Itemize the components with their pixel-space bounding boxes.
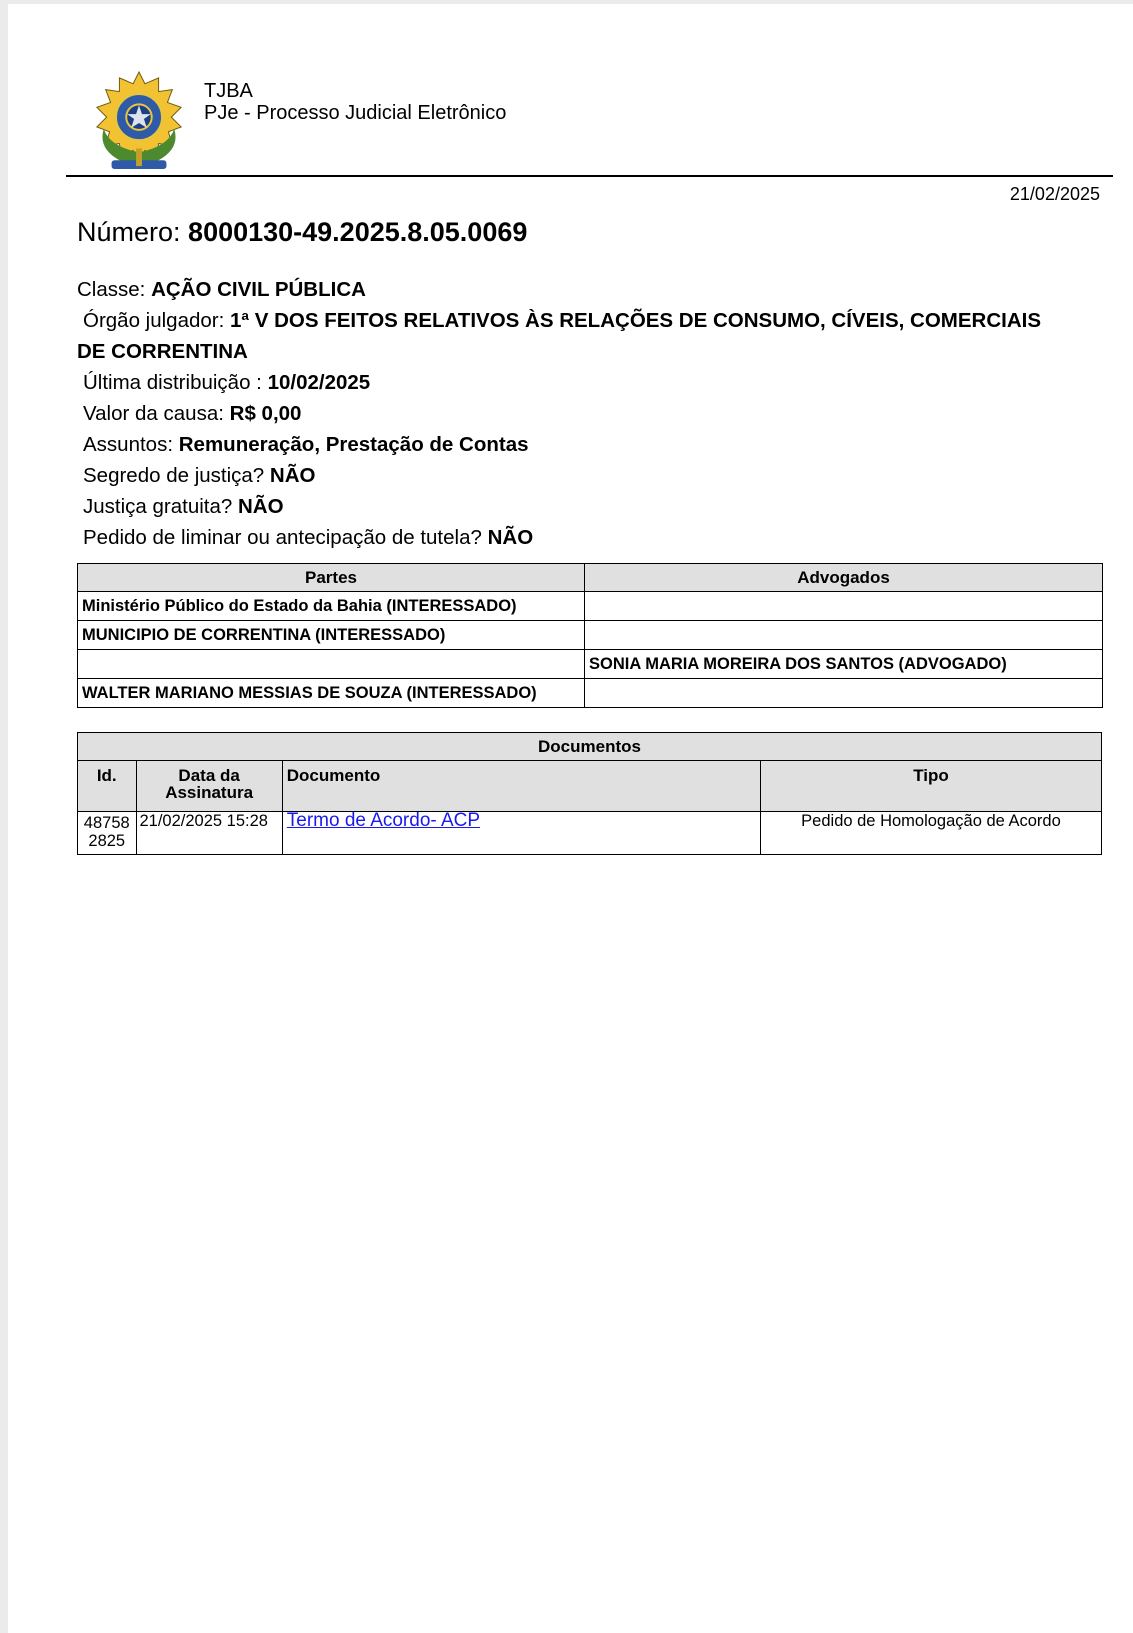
liminar-line — [77, 522, 1107, 553]
document-id-part2: 2825 — [88, 832, 126, 850]
document-link[interactable]: Termo de Acordo- ACP — [286, 810, 481, 831]
document-type-cell: Pedido de Homologação de Acordo — [760, 812, 1101, 855]
process-info — [77, 274, 1107, 553]
document-id-part1: 48758 — [83, 814, 130, 832]
liminar-label: Pedido de liminar ou antecipação de tutela? — [83, 526, 482, 549]
table-row — [78, 650, 1103, 679]
orgao-value: 1ª V DOS FEITOS RELATIVOS ÀS RELAÇÕES DE CONSUMO, CÍVEIS, COMERCIAIS — [230, 309, 1042, 332]
tipo-header: Tipo — [760, 761, 1101, 812]
classe-label: Classe: — [77, 278, 146, 301]
documentos-caption: Documentos — [78, 733, 1102, 761]
distribuicao-label: Última distribuição : — [83, 371, 262, 394]
parte-cell: Ministério Público do Estado da Bahia (INTERESSADO) — [78, 592, 585, 621]
partes-header: Partes — [78, 564, 585, 592]
justica-value: NÃO — [237, 495, 284, 518]
orgao-label: Órgão julgador: — [83, 309, 225, 332]
parte-cell: WALTER MARIANO MESSIAS DE SOUZA (INTERESSADO) — [78, 679, 585, 708]
parte-cell: MUNICIPIO DE CORRENTINA (INTERESSADO) — [78, 621, 585, 650]
table-row — [78, 812, 1102, 855]
partes-table — [77, 563, 1103, 708]
advogado-cell: SONIA MARIA MOREIRA DOS SANTOS (ADVOGADO) — [585, 650, 1103, 679]
justica-line — [77, 491, 1107, 522]
system-name: PJe - Processo Judicial Eletrônico — [204, 102, 507, 124]
assuntos-label: Assuntos: — [83, 433, 174, 456]
assuntos-line — [77, 429, 1107, 460]
id-header: Id. — [78, 761, 137, 812]
distribuicao-value: 10/02/2025 — [267, 371, 371, 394]
document-date-cell: 21/02/2025 15:28 — [136, 812, 282, 855]
orgao-value-continued: DE CORRENTINA — [77, 340, 248, 363]
documentos-table — [77, 732, 1102, 855]
document-page — [8, 4, 1133, 1633]
numero-label: Número: — [77, 217, 181, 247]
process-number — [77, 217, 527, 248]
advogado-cell — [585, 621, 1103, 650]
court-name: TJBA — [204, 80, 253, 102]
orgao-line-2 — [77, 336, 1107, 367]
valor-value: R$ 0,00 — [229, 402, 302, 425]
advogados-header: Advogados — [585, 564, 1103, 592]
advogado-cell — [585, 592, 1103, 621]
documentos-header-row — [78, 761, 1102, 812]
advogado-cell — [585, 679, 1103, 708]
assuntos-value: Remuneração, Prestação de Contas — [178, 433, 529, 456]
document-id-cell — [78, 812, 137, 855]
numero-value: 8000130-49.2025.8.05.0069 — [188, 217, 528, 247]
classe-line — [77, 274, 1107, 305]
table-row — [78, 679, 1103, 708]
document-name-cell — [282, 812, 760, 855]
orgao-line — [77, 305, 1107, 336]
distribuicao-line — [77, 367, 1107, 398]
classe-value: AÇÃO CIVIL PÚBLICA — [151, 278, 366, 301]
parte-cell — [78, 650, 585, 679]
segredo-line — [77, 460, 1107, 491]
court-title-block — [204, 80, 506, 124]
data-header-line1: Data da — [178, 766, 240, 785]
header-divider — [66, 175, 1113, 177]
brazil-coat-of-arms-seal-icon — [90, 70, 188, 174]
document-header — [8, 4, 1133, 184]
document-date: 21/02/2025 — [1009, 184, 1100, 204]
table-row — [78, 621, 1103, 650]
documento-header: Documento — [282, 761, 760, 812]
valor-label: Valor da causa: — [83, 402, 224, 425]
partes-header-row — [78, 564, 1103, 592]
data-header-line2: Assinatura — [165, 783, 254, 802]
data-assinatura-header — [136, 761, 282, 812]
table-row — [78, 592, 1103, 621]
valor-line — [77, 398, 1107, 429]
segredo-value: NÃO — [269, 464, 316, 487]
segredo-label: Segredo de justiça? — [83, 464, 265, 487]
documentos-caption-row — [78, 733, 1102, 761]
justica-label: Justiça gratuita? — [83, 495, 233, 518]
liminar-value: NÃO — [487, 526, 534, 549]
